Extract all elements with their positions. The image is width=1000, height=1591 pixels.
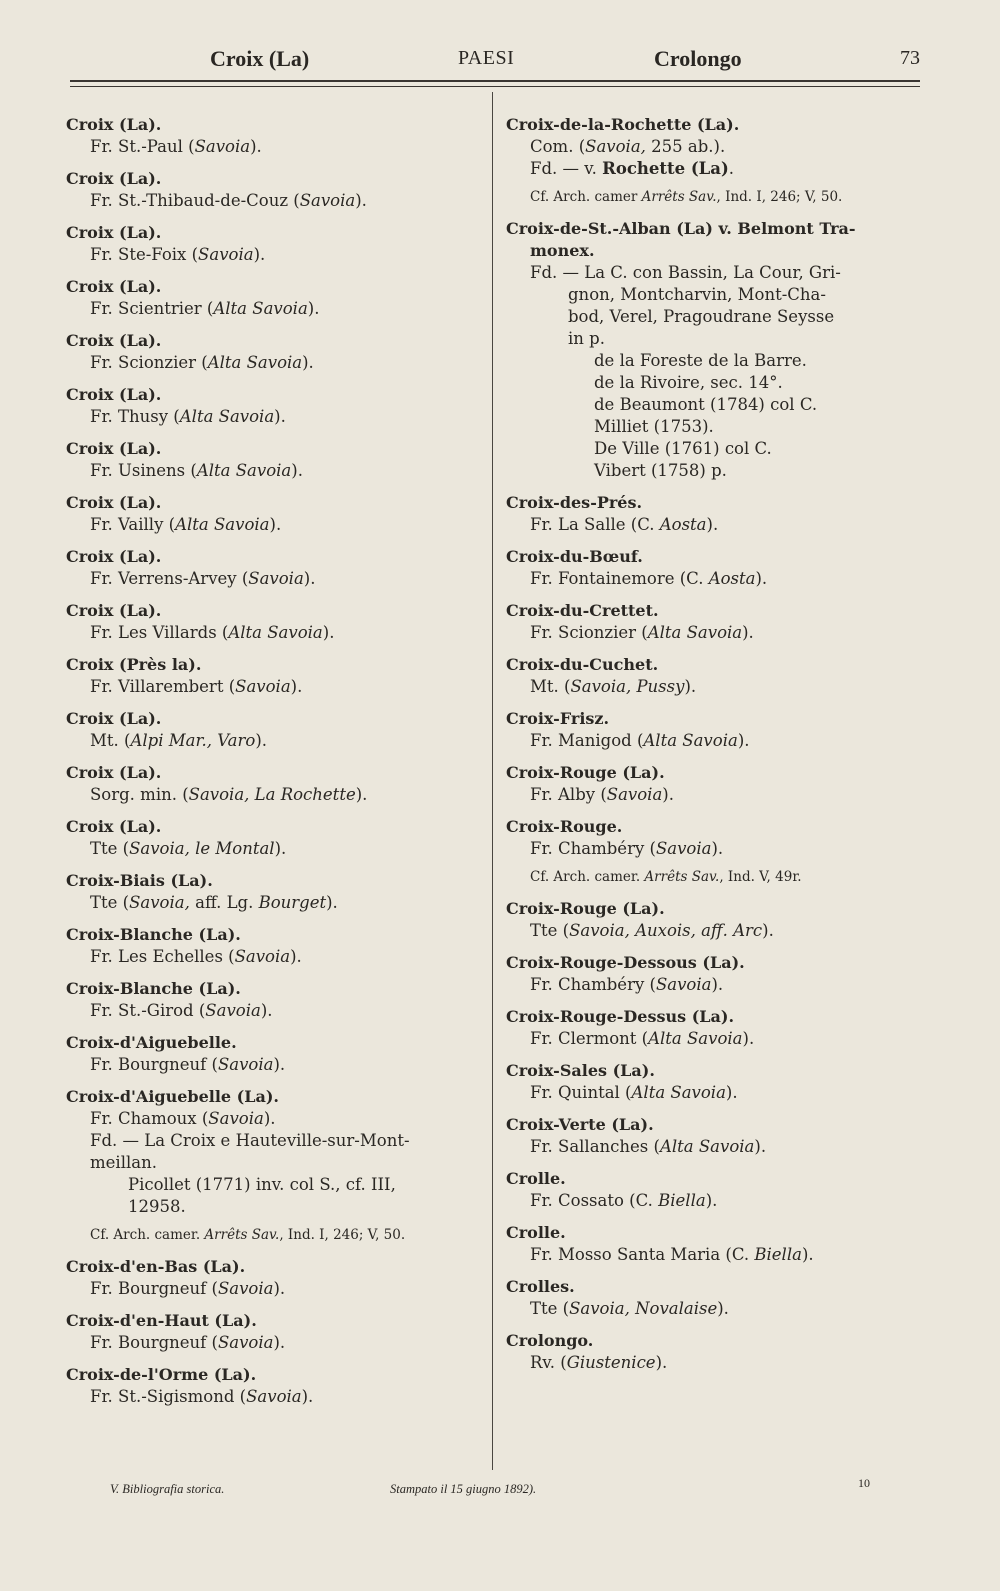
entry-detail: Tte (Savoia, aff. Lg. Bourget).	[90, 893, 338, 912]
entry-headword: Croix (La).	[66, 277, 162, 296]
gazetteer-entry	[506, 1168, 926, 1212]
italic-locality: Savoia	[205, 1001, 261, 1020]
italic-locality: Savoia, Pussy	[570, 677, 685, 696]
entry-headword: Croix-Rouge (La).	[506, 899, 665, 918]
gazetteer-entry	[66, 276, 486, 320]
footer-left: V. Bibliografia storica.	[110, 1482, 225, 1496]
entry-headword: Croix-du-Bœuf.	[506, 547, 643, 566]
footer-signature-number: 10	[858, 1476, 870, 1490]
entry-detail: Fr. Bourgneuf (Savoia).	[90, 1333, 286, 1352]
gazetteer-entry	[66, 600, 486, 644]
entry-detail: Fr. St.-Thibaud-de-Couz (Savoia).	[90, 191, 367, 210]
italic-locality: Biella	[658, 1191, 706, 1210]
entry-detail: Fr. Vailly (Alta Savoia).	[90, 515, 282, 534]
entry-headword: Croix (La).	[66, 115, 162, 134]
gazetteer-entry	[506, 762, 926, 806]
italic-locality: Savoia, Auxois, aff. Arc	[569, 921, 763, 940]
gazetteer-entry	[66, 1256, 486, 1300]
italic-locality: Aosta	[708, 569, 756, 588]
entry-headword: Croix (La).	[66, 385, 162, 404]
entry-detail: Fd. — v. Rochette (La).	[530, 159, 735, 178]
italic-locality: Savoia	[606, 785, 663, 804]
entry-detail: Fr. Usinens (Alta Savoia).	[90, 461, 303, 480]
entry-headword: Croix-d'en-Bas (La).	[66, 1257, 246, 1276]
italic-locality: Biella	[754, 1245, 802, 1264]
italic-locality: Savoia, Novalaise	[569, 1299, 718, 1318]
italic-locality: Alpi Mar., Varo	[130, 731, 256, 750]
entry-detail: Fr. Les Echelles (Savoia).	[90, 947, 302, 966]
gazetteer-entry	[506, 546, 926, 590]
fiefdom-note-cont: Picollet (1771) inv. col S., cf. III,	[128, 1175, 396, 1194]
gazetteer-entry	[506, 1330, 926, 1374]
entry-detail: Tte (Savoia, Novalaise).	[530, 1299, 729, 1318]
entry-headword: Croix (La).	[66, 169, 162, 188]
header-rule-thin	[70, 86, 920, 87]
entry-headword: Croix-Rouge.	[506, 817, 623, 836]
italic-locality: Savoia	[208, 1109, 264, 1128]
italic-locality: Alta Savoia	[659, 1137, 755, 1156]
footer-center: Stampato il 15 giugno 1892).	[390, 1482, 537, 1496]
fiefdom-holder: de la Foreste de la Barre.	[594, 351, 807, 370]
right-column	[506, 114, 926, 1384]
italic-locality: Aosta	[659, 515, 707, 534]
fiefdom-note-cont: bod, Verel, Pragoudrane Seysse	[568, 307, 835, 326]
entry-detail: Fr. Chambéry (Savoia).	[530, 975, 724, 994]
gazetteer-entry	[506, 1222, 926, 1266]
gazetteer-entry	[66, 546, 486, 590]
gazetteer-entry	[66, 384, 486, 428]
italic-locality: Alta Savoia	[228, 623, 323, 642]
fiefdom-holder: de Beaumont (1784) col C.	[594, 395, 818, 414]
gazetteer-entry	[506, 816, 926, 888]
italic-locality: Arrêts Sav.	[641, 189, 717, 205]
gazetteer-entry	[506, 600, 926, 644]
entry-detail: Fr. Chamoux (Savoia).	[90, 1109, 276, 1128]
gazetteer-entry	[506, 1276, 926, 1320]
entry-detail: Fr. Sallanches (Alta Savoia).	[530, 1137, 767, 1156]
gazetteer-entry	[66, 168, 486, 212]
entry-headword: Croix (La).	[66, 601, 162, 620]
italic-locality: Alta Savoia	[648, 1029, 743, 1048]
header-left-term: Croix (La)	[210, 46, 310, 71]
italic-locality: Savoia, le Montal	[129, 839, 275, 858]
entry-detail: Fr. Bourgneuf (Savoia).	[90, 1055, 286, 1074]
gazetteer-entry	[66, 492, 486, 536]
fiefdom-holder: De Ville (1761) col C.	[594, 439, 772, 458]
italic-locality: Bourget	[258, 893, 327, 912]
header-right-term: Crolongo	[654, 46, 742, 71]
entry-detail: Fr. Villarembert (Savoia).	[90, 677, 303, 696]
entry-headword: Croix-Frisz.	[506, 709, 610, 728]
italic-locality: Savoia	[217, 1055, 274, 1074]
italic-locality: Arrêts Sav.	[644, 869, 720, 885]
entry-detail: Fr. Bourgneuf (Savoia).	[90, 1279, 286, 1298]
gazetteer-entry	[66, 222, 486, 266]
header-rule-thick	[70, 80, 920, 82]
entry-headword: Croix-Sales (La).	[506, 1061, 655, 1080]
fiefdom-note: Fd. — La C. con Bassin, La Cour, Gri-	[530, 263, 841, 282]
entry-headword: Croix-du-Crettet.	[506, 601, 659, 620]
entry-headword: Crolle.	[506, 1223, 566, 1242]
fiefdom-note-cont: gnon, Montcharvin, Mont-Cha-	[568, 285, 826, 304]
gazetteer-entry	[506, 952, 926, 996]
italic-locality: Savoia, La Rochette	[188, 785, 356, 804]
entry-headword: Croix (La).	[66, 439, 162, 458]
entry-headword: Croix (Près la).	[66, 655, 202, 674]
fiefdom-holder: Vibert (1758) p.	[594, 461, 727, 480]
entry-headword: Croix (La).	[66, 493, 162, 512]
italic-locality: Savoia	[217, 1279, 274, 1298]
entry-headword: Croix-Rouge-Dessous (La).	[506, 953, 745, 972]
entry-headword: Croix (La).	[66, 709, 162, 728]
italic-locality: Savoia	[299, 191, 356, 210]
italic-locality: Savoia	[655, 975, 712, 994]
entry-headword: Croix-Verte (La).	[506, 1115, 654, 1134]
gazetteer-entry	[506, 1114, 926, 1158]
fiefdom-note: meillan.	[90, 1153, 157, 1172]
gazetteer-entry	[66, 762, 486, 806]
entry-headword: Croix-Biais (La).	[66, 871, 213, 890]
gazetteer-entry	[506, 218, 926, 482]
entry-detail: Rv. (Giustenice).	[530, 1353, 668, 1372]
gazetteer-entry	[66, 654, 486, 698]
left-column	[66, 114, 486, 1418]
entry-headword: Croix-Blanche (La).	[66, 925, 241, 944]
gazetteer-entry	[506, 898, 926, 942]
page-number: 73	[900, 47, 920, 69]
gazetteer-entry	[506, 1006, 926, 1050]
italic-locality: Savoia	[194, 137, 251, 156]
italic-locality: Alta Savoia	[213, 299, 308, 318]
italic-locality: Savoia,	[585, 137, 646, 156]
italic-locality: Savoia	[234, 947, 291, 966]
entry-headword: Croix-Blanche (La).	[66, 979, 241, 998]
entry-headword: Croix-des-Prés.	[506, 493, 643, 512]
italic-locality: Savoia,	[129, 893, 190, 912]
entry-headword: Croix (La).	[66, 547, 162, 566]
entry-headword: Croix-d'Aiguebelle.	[66, 1033, 237, 1052]
entry-detail: Tte (Savoia, le Montal).	[90, 839, 287, 858]
italic-locality: Savoia	[655, 839, 712, 858]
gazetteer-entry	[66, 978, 486, 1022]
entry-detail: Fr. Quintal (Alta Savoia).	[530, 1083, 738, 1102]
entry-detail: Fr. La Salle (C. Aosta).	[530, 515, 719, 534]
entry-detail: Fr. Fontainemore (C. Aosta).	[530, 569, 768, 588]
fiefdom-holder: Milliet (1753).	[594, 417, 714, 436]
italic-locality: Savoia	[198, 245, 254, 264]
gazetteer-entry	[66, 870, 486, 914]
entry-headword: Croix-de-l'Orme (La).	[66, 1365, 257, 1384]
italic-locality: Savoia	[246, 1387, 302, 1406]
gazetteer-entry	[66, 1364, 486, 1408]
italic-locality: Alta Savoia	[175, 515, 270, 534]
entry-detail: Fr. Cossato (C. Biella).	[530, 1191, 718, 1210]
italic-locality: Arrêts Sav.	[204, 1227, 280, 1243]
entry-detail: Mt. (Alpi Mar., Varo).	[90, 731, 268, 750]
entry-headword: Croix-Rouge-Dessus (La).	[506, 1007, 735, 1026]
gazetteer-entry	[506, 114, 926, 208]
entry-detail: Fr. Ste-Foix (Savoia).	[90, 245, 266, 264]
italic-locality: Savoia	[235, 677, 291, 696]
gazetteer-entry	[506, 1060, 926, 1104]
fiefdom-note: Fd. — La Croix e Hauteville-sur-Mont-	[90, 1131, 410, 1150]
entry-headword: Croix-Rouge (La).	[506, 763, 665, 782]
entry-headword: Croix (La).	[66, 763, 162, 782]
entry-headword: Croix-du-Cuchet.	[506, 655, 659, 674]
italic-locality: Savoia	[248, 569, 304, 588]
archive-citation: Cf. Arch. camer. Arrêts Sav., Ind. I, 246; V, 50.	[90, 1227, 406, 1243]
italic-locality: Alta Savoia	[196, 461, 292, 480]
gazetteer-entry	[506, 708, 926, 752]
entry-detail: Fr. Scionzier (Alta Savoia).	[90, 353, 314, 372]
entry-detail: Mt. (Savoia, Pussy).	[530, 677, 697, 696]
entry-headword: Croix-d'Aiguebelle (La).	[66, 1087, 279, 1106]
entry-detail: Fr. Scientrier (Alta Savoia).	[90, 299, 320, 318]
entry-headword: Croix (La).	[66, 331, 162, 350]
entry-headword-cont: monex.	[530, 241, 595, 260]
fiefdom-holder: de la Rivoire, sec. 14°.	[594, 373, 783, 392]
entry-detail: Fr. Chambéry (Savoia).	[530, 839, 724, 858]
entry-detail: Fr. Clermont (Alta Savoia).	[530, 1029, 755, 1048]
running-header	[70, 46, 920, 76]
gazetteer-entry	[66, 1086, 486, 1246]
gazetteer-entry	[506, 654, 926, 698]
gazetteer-entry	[506, 492, 926, 536]
cross-reference: Rochette (La)	[602, 159, 729, 178]
entry-detail: Tte (Savoia, Auxois, aff. Arc).	[530, 921, 774, 940]
gazetteer-entry	[66, 330, 486, 374]
entry-detail: Sorg. min. (Savoia, La Rochette).	[90, 785, 368, 804]
entry-headword: Croix (La).	[66, 223, 162, 242]
entry-detail: Fr. St.-Sigismond (Savoia).	[90, 1387, 314, 1406]
entry-detail: Fr. Thusy (Alta Savoia).	[90, 407, 286, 426]
entry-detail: Com. (Savoia, 255 ab.).	[530, 137, 726, 156]
gazetteer-entry	[66, 924, 486, 968]
italic-locality: Alta Savoia	[207, 353, 303, 372]
gazetteer-entry	[66, 816, 486, 860]
italic-locality: Savoia	[217, 1333, 274, 1352]
entry-headword: Croix (La).	[66, 817, 162, 836]
italic-locality: Giustenice	[566, 1353, 656, 1372]
entry-headword: Croix-de-la-Rochette (La).	[506, 115, 740, 134]
gazetteer-entry	[66, 438, 486, 482]
fiefdom-note-cont: in p.	[568, 329, 605, 348]
entry-detail: Fr. Manigod (Alta Savoia).	[530, 731, 750, 750]
entry-headword: Croix-d'en-Haut (La).	[66, 1311, 257, 1330]
archive-citation: Cf. Arch. camer Arrêts Sav., Ind. I, 246; V, 50.	[530, 189, 843, 205]
entry-detail: Fr. Verrens-Arvey (Savoia).	[90, 569, 316, 588]
entry-detail: Fr. Alby (Savoia).	[530, 785, 674, 804]
gazetteer-entry	[66, 1032, 486, 1076]
column-divider	[492, 92, 493, 1470]
entry-headword: Crolongo.	[506, 1331, 594, 1350]
archive-citation: Cf. Arch. camer. Arrêts Sav., Ind. V, 49r.	[530, 869, 802, 885]
gazetteer-entry	[66, 708, 486, 752]
entry-headword: Croix-de-St.-Alban (La) v. Belmont Tra-	[506, 219, 856, 238]
italic-locality: Alta Savoia	[179, 407, 275, 426]
entry-detail: Fr. Les Villards (Alta Savoia).	[90, 623, 335, 642]
entry-headword: Crolles.	[506, 1277, 575, 1296]
italic-locality: Alta Savoia	[647, 623, 743, 642]
fiefdom-note-cont: 12958.	[128, 1197, 186, 1216]
gazetteer-entry	[66, 1310, 486, 1354]
entry-detail: Fr. St.-Girod (Savoia).	[90, 1001, 273, 1020]
italic-locality: Alta Savoia	[631, 1083, 726, 1102]
italic-locality: Alta Savoia	[643, 731, 738, 750]
entry-detail: Fr. St.-Paul (Savoia).	[90, 137, 262, 156]
header-section: PAESI	[458, 47, 515, 69]
entry-detail: Fr. Mosso Santa Maria (C. Biella).	[530, 1245, 814, 1264]
entry-detail: Fr. Scionzier (Alta Savoia).	[530, 623, 754, 642]
gazetteer-entry	[66, 114, 486, 158]
entry-headword: Crolle.	[506, 1169, 566, 1188]
